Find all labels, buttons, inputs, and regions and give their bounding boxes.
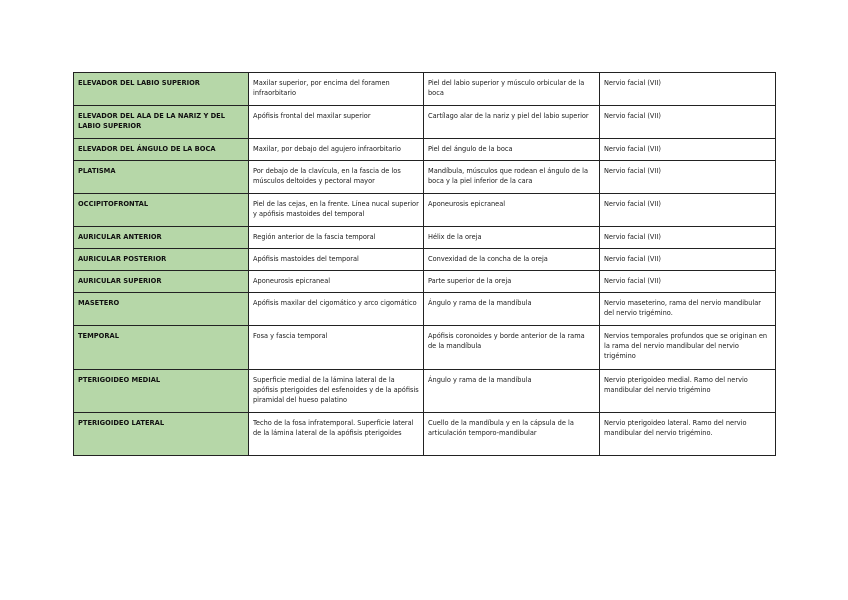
- innervation-cell: Nervios temporales profundos que se originan en la rama del nervio mandibular del nervio trigémino: [600, 326, 776, 370]
- innervation-cell: Nervio facial (VII): [600, 194, 776, 227]
- muscle-name-cell: AURICULAR POSTERIOR: [74, 249, 249, 271]
- insertion-cell: Ángulo y rama de la mandíbula: [424, 370, 600, 413]
- insertion-cell: Ángulo y rama de la mandíbula: [424, 293, 600, 326]
- innervation-cell: Nervio facial (VII): [600, 73, 776, 106]
- origin-cell: Región anterior de la fascia temporal: [249, 227, 424, 249]
- muscle-name-cell: ELEVADOR DEL LABIO SUPERIOR: [74, 73, 249, 106]
- origin-cell: Apófisis mastoides del temporal: [249, 249, 424, 271]
- table-row: [74, 227, 776, 249]
- table-row: [74, 73, 776, 106]
- insertion-cell: Parte superior de la oreja: [424, 271, 600, 293]
- innervation-cell: Nervio facial (VII): [600, 139, 776, 161]
- origin-cell: Techo de la fosa infratemporal. Superficie lateral de la lámina lateral de la apófisis pterigoides: [249, 413, 424, 456]
- insertion-cell: Piel del labio superior y músculo orbicular de la boca: [424, 73, 600, 106]
- origin-cell: Apófisis maxilar del cigomático y arco cigomático: [249, 293, 424, 326]
- table-row: [74, 249, 776, 271]
- innervation-cell: Nervio facial (VII): [600, 249, 776, 271]
- origin-cell: Aponeurosis epicraneal: [249, 271, 424, 293]
- origin-cell: Maxilar, por debajo del agujero infraorbitario: [249, 139, 424, 161]
- origin-cell: Piel de las cejas, en la frente. Línea nucal superior y apófisis mastoides del temporal: [249, 194, 424, 227]
- table-row: [74, 161, 776, 194]
- origin-cell: Maxilar superior, por encima del foramen infraorbitario: [249, 73, 424, 106]
- muscle-table: [73, 72, 776, 456]
- innervation-cell: Nervio pterigoideo medial. Ramo del nervio mandibular del nervio trigémino: [600, 370, 776, 413]
- table-row: [74, 413, 776, 456]
- table-row: [74, 194, 776, 227]
- insertion-cell: Cartílago alar de la nariz y piel del labio superior: [424, 106, 600, 139]
- muscle-name-cell: PTERIGOIDEO LATERAL: [74, 413, 249, 456]
- origin-cell: Fosa y fascia temporal: [249, 326, 424, 370]
- muscle-name-cell: ELEVADOR DEL ÁNGULO DE LA BOCA: [74, 139, 249, 161]
- insertion-cell: Aponeurosis epicraneal: [424, 194, 600, 227]
- insertion-cell: Cuello de la mandíbula y en la cápsula de la articulación temporo-mandibular: [424, 413, 600, 456]
- innervation-cell: Nervio facial (VII): [600, 161, 776, 194]
- muscle-name-cell: AURICULAR SUPERIOR: [74, 271, 249, 293]
- origin-cell: Superficie medial de la lámina lateral de la apófisis pterigoides del esfenoides y de la apófisis piramidal del hueso palatino: [249, 370, 424, 413]
- insertion-cell: Convexidad de la concha de la oreja: [424, 249, 600, 271]
- muscle-name-cell: OCCIPITOFRONTAL: [74, 194, 249, 227]
- table-row: [74, 326, 776, 370]
- insertion-cell: Mandíbula, músculos que rodean el ángulo de la boca y la piel inferior de la cara: [424, 161, 600, 194]
- insertion-cell: Hélix de la oreja: [424, 227, 600, 249]
- muscle-name-cell: PTERIGOIDEO MEDIAL: [74, 370, 249, 413]
- table-row: [74, 106, 776, 139]
- innervation-cell: Nervio facial (VII): [600, 227, 776, 249]
- table-row: [74, 370, 776, 413]
- insertion-cell: Piel del ángulo de la boca: [424, 139, 600, 161]
- table-row: [74, 293, 776, 326]
- muscle-name-cell: PLATISMA: [74, 161, 249, 194]
- muscle-name-cell: ELEVADOR DEL ALA DE LA NARIZ Y DEL LABIO SUPERIOR: [74, 106, 249, 139]
- innervation-cell: Nervio facial (VII): [600, 271, 776, 293]
- muscle-name-cell: TEMPORAL: [74, 326, 249, 370]
- insertion-cell: Apófisis coronoides y borde anterior de la rama de la mandíbula: [424, 326, 600, 370]
- innervation-cell: Nervio pterigoideo lateral. Ramo del nervio mandibular del nervio trigémino.: [600, 413, 776, 456]
- innervation-cell: Nervio facial (VII): [600, 106, 776, 139]
- innervation-cell: Nervio maseterino, rama del nervio mandibular del nervio trigémino.: [600, 293, 776, 326]
- muscle-name-cell: MASETERO: [74, 293, 249, 326]
- origin-cell: Apófisis frontal del maxilar superior: [249, 106, 424, 139]
- origin-cell: Por debajo de la clavícula, en la fascia de los músculos deltoides y pectoral mayor: [249, 161, 424, 194]
- table-row: [74, 271, 776, 293]
- table-row: [74, 139, 776, 161]
- muscle-name-cell: AURICULAR ANTERIOR: [74, 227, 249, 249]
- muscle-table-body: [74, 73, 776, 456]
